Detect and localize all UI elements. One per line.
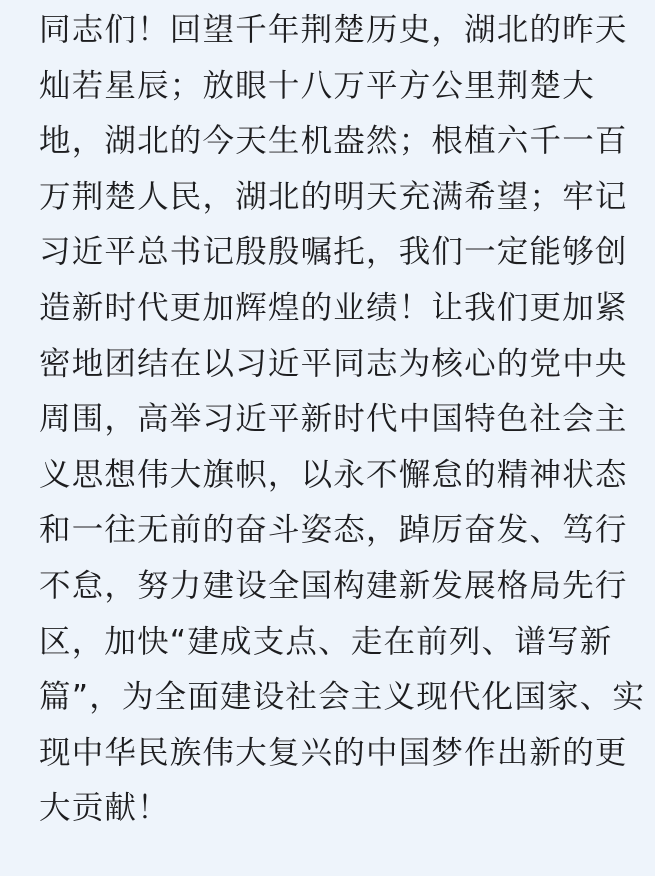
text-line: 习近平总书记殷殷嘱托，我们一定能够创 bbox=[39, 234, 628, 271]
text-line: 不怠，努力建设全国构建新发展格局先行 bbox=[39, 567, 628, 604]
text-line: 周围，高举习近平新时代中国特色社会主 bbox=[39, 401, 628, 438]
text-line: 篇”，为全面建设社会主义现代化国家、实 bbox=[39, 679, 646, 716]
text-line: 造新时代更加辉煌的业绩！让我们更加紧 bbox=[39, 289, 628, 326]
text-line: 地，湖北的今天生机盎然；根植六千一百 bbox=[39, 123, 628, 160]
text-line: 现中华民族伟大复兴的中国梦作出新的更 bbox=[39, 734, 628, 771]
text-line: 万荆楚人民，湖北的明天充满希望；牢记 bbox=[39, 178, 628, 215]
text-line: 和一往无前的奋斗姿态，踔厉奋发、笃行 bbox=[39, 512, 628, 549]
text-line: 灿若星辰；放眼十八万平方公里荆楚大 bbox=[39, 67, 595, 104]
text-line: 义思想伟大旗帜，以永不懈怠的精神状态 bbox=[39, 456, 628, 493]
text-line: 密地团结在以习近平同志为核心的党中央 bbox=[39, 345, 628, 382]
text-line: 区，加快“建成支点、走在前列、谱写新 bbox=[39, 623, 613, 660]
text-line: 同志们！回望千年荆楚历史，湖北的昨天 bbox=[39, 12, 628, 48]
text-line: 大贡献！ bbox=[39, 790, 170, 827]
